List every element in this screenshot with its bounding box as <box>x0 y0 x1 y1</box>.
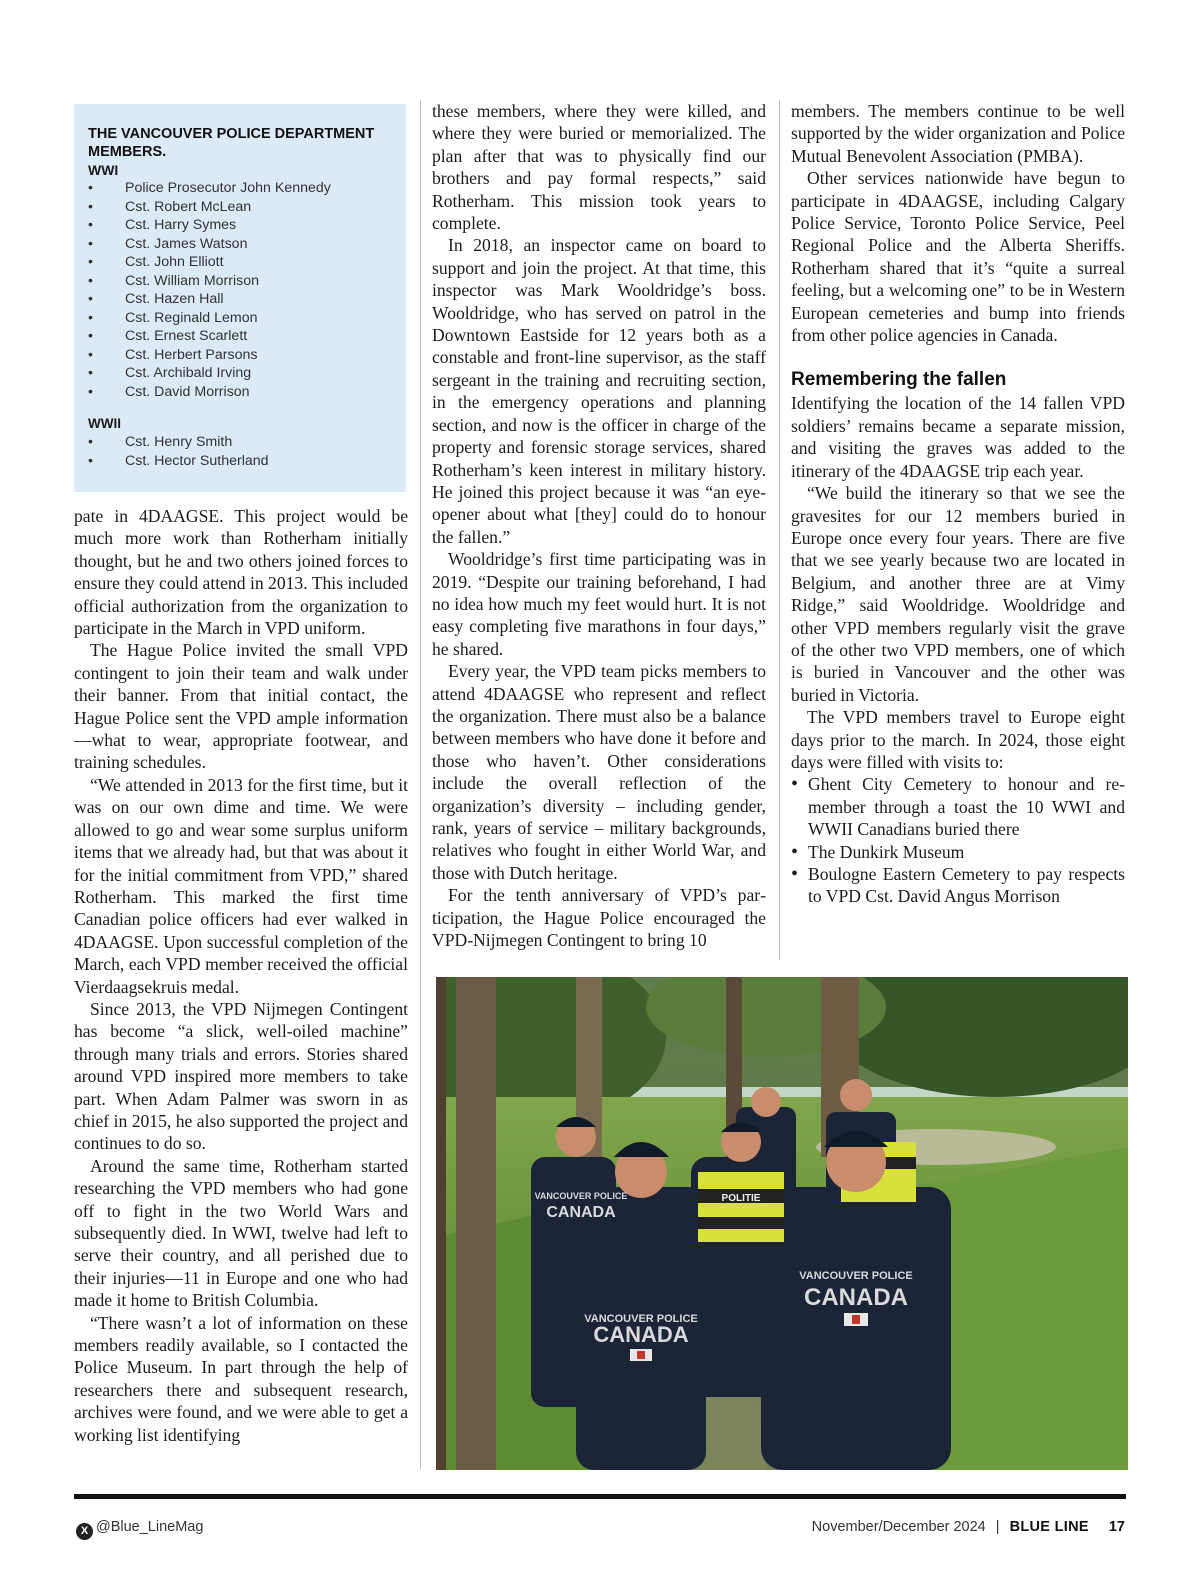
wwi-member-item: • Cst. James Watson <box>88 235 392 254</box>
paragraph: Other services nationwide have begun to participate in 4DAAGSE, including Calgary Police Service, Toronto Police Service, Peel Regional Police and the Alberta Sheriffs. Rotherham shared that it’s “quite a surreal feeling, but a welcoming one” to be in Western European cemeteries and bump into friends from other police agencies in Canada. <box>791 168 1125 346</box>
column-divider <box>420 100 421 1470</box>
paragraph: The Hague Police invited the small VPD contingent to join their team and walk under their banner. From that initial contact, the Hague Police sent the VPD ample information—what to wear, appropriate footwear, and training schedules. <box>74 640 408 773</box>
wwi-member-item: • Cst. Ernest Scarlett <box>88 327 392 346</box>
column-3 <box>791 100 1125 908</box>
paragraph: Wooldridge’s first time participating was in 2019. “Despite our training beforehand, I had no idea how much my feet would hurt. It is not easy completing five marathons in four days,” he shared. <box>432 549 766 659</box>
paragraph: The VPD members travel to Europe eight days prior to the march. In 2024, those eight days were filled with visits to: <box>791 707 1125 772</box>
wwi-member-item: • Cst. William Morrison <box>88 272 392 291</box>
officers-walking-photo <box>436 977 1128 1470</box>
column-1 <box>74 505 408 1446</box>
sidebar-title: THE VANCOUVER POLICE DEPARTMENT MEMBERS. <box>88 126 375 160</box>
visit-list-item: • The Dunkirk Museum <box>791 841 1125 863</box>
wwii-member-item: • Cst. Hector Sutherland <box>88 452 392 471</box>
article-photo <box>436 977 1128 1470</box>
issue-date: November/December 2024 <box>811 1519 986 1535</box>
jacket-text: CANADA <box>804 1284 908 1311</box>
column-divider <box>779 100 780 960</box>
wwi-member-item: • Cst. Herbert Parsons <box>88 346 392 365</box>
paragraph: “We build the itinerary so that we see the gravesites for our 12 members buried in Europe once every four years. There are five that we see yearly because two are located in Belgium, and another three are at Vimy Ridge,” said Wooldridge. Wooldridge and other VPD members regularly visit the grave of the other two VPD members, one of which is buried in Vancouver and the other was buried in Victoria. <box>791 483 1125 705</box>
wwi-member-item: • Cst. Reginald Lemon <box>88 309 392 328</box>
paragraph: “There wasn’t a lot of information on these members readily available, so I contacted the Police Museum. In part through the help of researchers there and subsequent research, archives were found, and we were able to get a working list identifying <box>74 1312 408 1445</box>
paragraph: “We attended in 2013 for the first time, but it was on our own dime and time. We were allowed to go and wear some surplus uniform items that we already had, but that was about it for the initial commitment from VPD,” shared Rotherham. This marked the first time Canadian police officers had ever walked in 4DAAGSE. Upon successful completion of the March, each VPD member received the official Vierdaagsekruis medal. <box>74 774 408 997</box>
footer-social <box>76 1519 203 1540</box>
jacket-text: VANCOUVER POLICE <box>584 1313 698 1325</box>
wwi-member-list <box>88 179 392 401</box>
wwi-member-item: • Cst. Harry Symes <box>88 216 392 235</box>
paragraph: members. The members continue to be well supported by the wider organization and Police Mutual Benevolent Association (PMBA). <box>791 101 1125 166</box>
paragraph: these members, where they were killed, and where they were buried or memorialized. The plan after that was to physically find our brothers and pay formal respects,” said Rotherham. This mission took years to complete. <box>432 101 766 234</box>
wwi-member-item: • Cst. Archibald Irving <box>88 364 392 383</box>
jacket-text: VANCOUVER POLICE <box>799 1270 913 1282</box>
wwii-member-item: • Cst. Henry Smith <box>88 433 392 452</box>
paragraph: Identifying the location of the 14 fallen VPD soldiers’ remains became a separate mission, and visiting the graves was added to the itinerary of the 4DAAGSE trip each year. <box>791 393 1125 481</box>
sidebar-box <box>74 104 406 492</box>
paragraph: For the tenth anniversary of VPD’s participation, the Hague Police encouraged the VPD-Nijmegen Contingent to bring 10 <box>432 885 766 951</box>
jacket-text: CANADA <box>593 1322 689 1347</box>
wwi-member-item: • Police Prosecutor John Kennedy <box>88 179 392 198</box>
footer-rule <box>74 1494 1126 1499</box>
magazine-name: BLUE LINE <box>1009 1519 1089 1535</box>
paragraph: Around the same time, Rotherham started researching the VPD members who had gone off to fight in the two World Wars and subsequently died. In WWI, twelve had left to serve their country, and all perished due to their injuries—11 in Europe and one who had made it home to British Columbia. <box>74 1155 408 1311</box>
column-2 <box>432 100 766 951</box>
sidebar-wwi-label: WWI <box>88 162 119 178</box>
x-icon: X <box>76 1523 93 1540</box>
visit-list <box>791 773 1125 907</box>
paragraph: Every year, the VPD team picks members to attend 4DAAGSE who represent and reflect the organization. There must also be a balance between members who have done it before and those who haven’t. Other considerations include the overall reflection of the organization’s diversity – including gender, rank, years of service – military backgrounds, relatives who fought in either World War, and those with Dutch heritage. <box>432 661 766 883</box>
sidebar-wwii-label: WWII <box>88 416 121 431</box>
wwi-member-item: • Cst. John Elliott <box>88 253 392 272</box>
paragraph: In 2018, an inspector came on board to support and join the project. At that time, this inspector was Mark Wooldridge’s boss. Wooldridge, who has served on patrol in the Downtown Eastside for 12 years both as a constable and front-line supervisor, as the staff sergeant in the training and recruiting section, in the emergency operations and planning section, and now is the officer in charge of the property and forensic storage services, shared Rotherham’s keen interest in military history. He joined this project because it was “an eye-opener about what [they] could do to honour the fallen.” <box>432 235 766 547</box>
paragraph: Since 2013, the VPD Nijmegen Contingent has become “a slick, well-oiled machine” through many trials and errors. Stories shared around VPD inspired more members to take part. When Adam Palmer was sworn in as chief in 2015, he also supported the project and continues to do so. <box>74 998 408 1154</box>
wwi-member-item: • Cst. Hazen Hall <box>88 290 392 309</box>
visit-list-item: • Boulogne Eastern Cemetery to pay respects to VPD Cst. David Angus Morrison <box>791 863 1125 908</box>
section-heading: Remembering the fallen <box>791 369 1007 391</box>
footer-separator: | <box>995 1519 1000 1535</box>
jacket-text: VANCOUVER POLICE <box>534 1191 628 1201</box>
footer-issue-info <box>812 1519 1125 1535</box>
jacket-text: CANADA <box>546 1204 616 1221</box>
wwi-member-item: • Cst. Robert McLean <box>88 198 392 217</box>
wwi-member-item: • Cst. David Morrison <box>88 383 392 402</box>
vest-text: POLITIE <box>721 1193 761 1204</box>
social-handle: @Blue_LineMag <box>96 1519 204 1535</box>
page-number: 17 <box>1108 1519 1125 1535</box>
visit-list-item: • Ghent City Cemetery to honour and remember through a toast the 10 WWI and WWII Canadians buried there <box>791 773 1125 840</box>
wwii-member-list <box>88 433 392 470</box>
paragraph: pate in 4DAAGSE. This project would be much more work than Rotherham initially thought, but he and two others joined forces to ensure they could attend in 2013. This included official authorization from the organization to participate in the March in VPD uniform. <box>74 506 408 639</box>
